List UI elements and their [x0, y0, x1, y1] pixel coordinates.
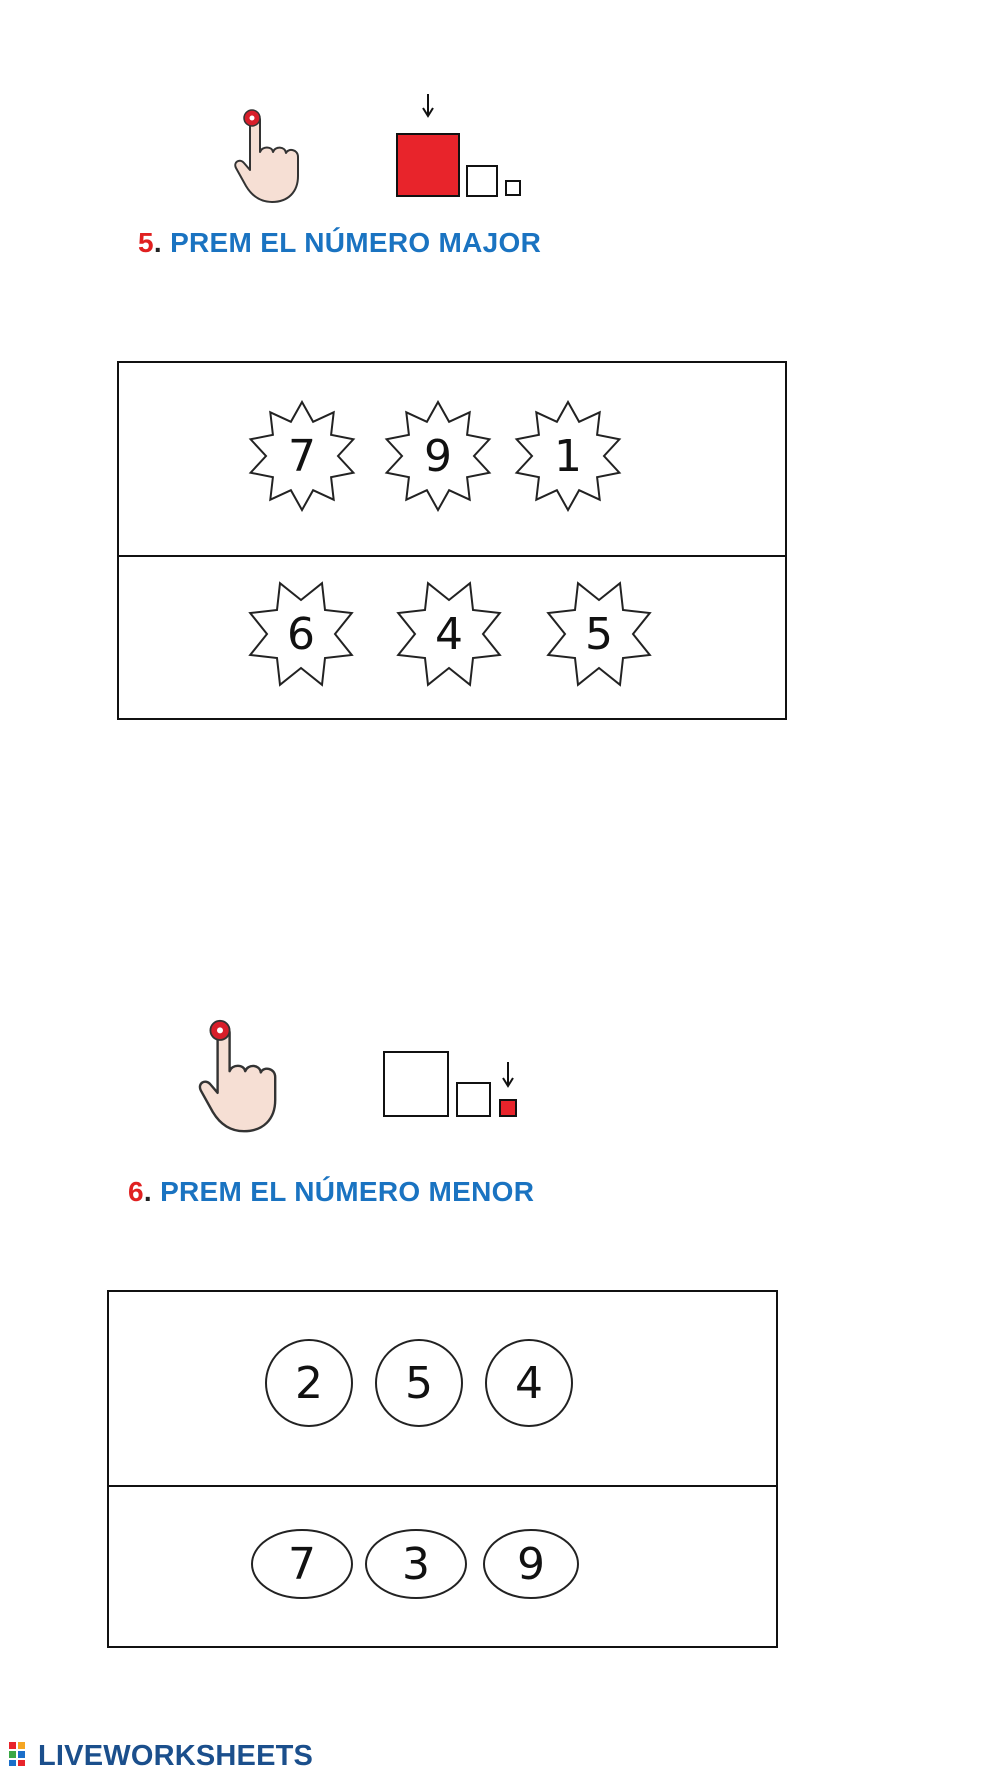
- option-number: 9: [517, 1538, 545, 1590]
- exercise-number: 6: [128, 1176, 144, 1207]
- row-divider: [119, 555, 785, 557]
- answer-circle-option[interactable]: [484, 1338, 574, 1428]
- exercise-6-title: 6. PREM EL NÚMERO MENOR: [128, 1176, 535, 1207]
- answer-ellipse-option[interactable]: [250, 1528, 354, 1600]
- option-number: 6: [287, 608, 315, 660]
- option-number: 4: [515, 1357, 543, 1409]
- answer-ellipse-option[interactable]: [364, 1528, 468, 1600]
- option-number: 5: [405, 1357, 433, 1409]
- pointing-hand-icon: [232, 106, 312, 206]
- answer-star-option[interactable]: [246, 400, 358, 512]
- exercise-5-answer-panel: [117, 361, 787, 720]
- answer-circle-option[interactable]: [374, 1338, 464, 1428]
- brand-name: LIVEWORKSHEETS: [38, 1740, 314, 1772]
- option-number: 2: [295, 1357, 323, 1409]
- instruction-text: PREM EL NÚMERO MAJOR: [170, 227, 542, 258]
- answer-star-option[interactable]: [244, 577, 358, 691]
- option-number: 3: [402, 1538, 430, 1590]
- option-number: 7: [288, 430, 316, 482]
- answer-ellipse-option[interactable]: [482, 1528, 580, 1600]
- largest-size-icon: [394, 92, 534, 200]
- liveworksheets-logo-icon: [8, 1741, 34, 1772]
- exercise-5-title: 5. PREM EL NÚMERO MAJOR: [138, 227, 542, 258]
- option-number: 9: [424, 430, 452, 482]
- answer-star-option[interactable]: [392, 577, 506, 691]
- row-divider: [109, 1485, 776, 1487]
- option-number: 5: [585, 608, 613, 660]
- option-number: 4: [435, 608, 463, 660]
- instruction-text: PREM EL NÚMERO MENOR: [160, 1176, 535, 1207]
- smallest-size-icon: [382, 1048, 522, 1120]
- answer-circle-option[interactable]: [264, 1338, 354, 1428]
- answer-star-option[interactable]: [382, 400, 494, 512]
- answer-star-option[interactable]: [542, 577, 656, 691]
- exercise-6-answer-panel: [107, 1290, 778, 1648]
- pointing-hand-icon: [196, 1012, 292, 1140]
- exercise-number: 5: [138, 227, 154, 258]
- option-number: 1: [554, 430, 582, 482]
- liveworksheets-footer: [8, 1740, 313, 1773]
- option-number: 7: [288, 1538, 316, 1590]
- answer-star-option[interactable]: [512, 400, 624, 512]
